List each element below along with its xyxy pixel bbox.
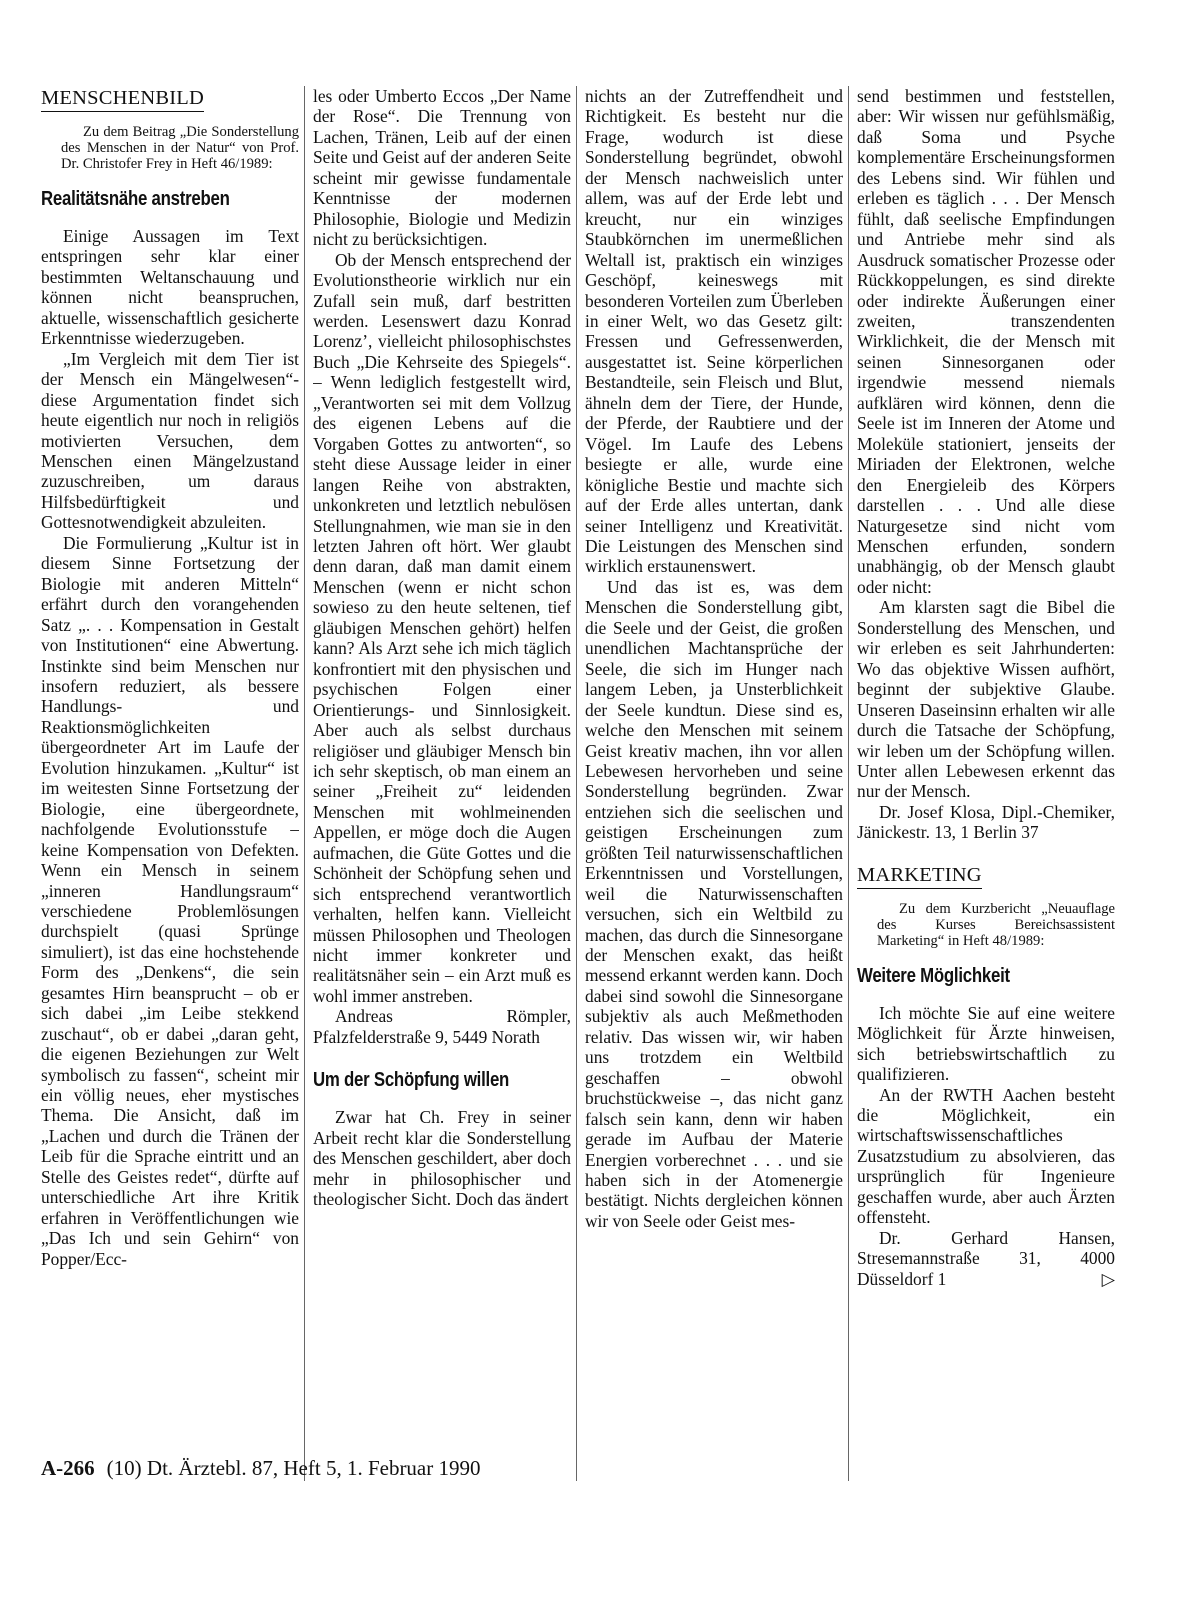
paragraph: Die Formulierung „Kultur ist in diesem Sinne Fortsetzung der Biologie mit anderen Mitteln“ erfährt durch den vorangehenden Satz „. . . Kompensation in Gestalt von Institutionen“ eine Abwertung. Instinkte sind beim Menschen nur insofern reduziert, als bessere Handlungs- und Reaktionsmöglichkeiten übergeordneter Art im Laufe der Evolution hinzukamen. „Kultur“ ist im weitesten Sinne Fortsetzung der Biologie, eine übergeordnete, nachfolgende Evolutionsstufe – keine Kompensation von Defekten. Wenn ein Mensch in seinem „inneren Handlungsraum“ verschiedene Problemlösungen durchspielt (quasi Sprünge simuliert), ist das eine hochstehende Form des „Denkens“, die sein gesamtes Hirn beansprucht – ob er sich dabei „im Leibe stekkend zuschaut“, ob er dabei „daran geht, die eigenen Beziehungen zur Welt symbolisch zu fassen“, scheint mir ein völlig neues, eher mystisches Thema. Die Ansicht, daß im „Lachen und durch die Tränen der Leib für die Sprache eintritt und an Stelle des Geistes redet“, dürfte auf unterschiedliche Art ihre Kritik erfahren in Veröffentlichungen wie „Das Ich und sein Gehirn“ von Popper/Ecc- bbox=[41, 532, 299, 1269]
paragraph: send bestimmen und feststellen, aber: Wir wissen nur gefühlsmäßig, daß Soma und Psyche komplementäre Erscheinungsformen des Lebens sind. Wir fühlen und erleben es täglich . . . Der Mensch fühlt, daß seelische Empfindungen und Antriebe mehr sind als Ausdruck somatischer Prozesse oder Rückkoppelungen, es sind direkte oder indirekte Äußerungen einer zweiten, transzendenten Wirklichkeit, die der Mensch mit seinen Sinnesorganen oder irgendwie messend niemals aufklären wird können, denn die Seele ist im Inneren der Atome und Moleküle stationiert, jenseits der Miriaden der Elektronen, welche den Energieleib des Körpers darstellen . . . Und alle diese Naturgesetze sind nicht vom Menschen erfunden, sondern unabhängig, ob der Mensch glaubt oder nicht: bbox=[857, 86, 1115, 597]
paragraph: An der RWTH Aachen besteht die Möglichkeit, ein wirtschaftswissenschaftliches Zusatzstudium zu absolvieren, das ursprünglich für Ingenieure geschaffen wurde, aber auch Ärzten offensteht. bbox=[857, 1084, 1115, 1228]
paragraph: Zwar hat Ch. Frey in seiner Arbeit recht klar die Sonderstellung des Menschen geschildert, aber doch mehr in philosophischer und theologischer Sicht. Doch das ändert bbox=[313, 1107, 571, 1210]
signature-text: Dr. Gerhard Hansen, Stresemannstraße 31, 4000 Düsseldorf 1 bbox=[857, 1227, 1115, 1289]
section-heading: MARKETING bbox=[857, 863, 982, 889]
author-signature: Dr. Josef Klosa, Dipl.-Chemiker, Jänickestr. 13, 1 Berlin 37 bbox=[857, 801, 1115, 843]
journal-citation: (10) Dt. Ärztebl. 87, Heft 5, 1. Februar 1990 bbox=[106, 1456, 481, 1480]
section-heading: MENSCHENBILD bbox=[41, 86, 204, 112]
paragraph: nichts an der Zutreffendheit und Richtigkeit. Es besteht nur die Frage, wodurch ist diese Sonderstellung begründet, obwohl der Mensch nachweislich unter allem, was auf der Erde lebt und kreucht, nur ein winziges Staubkörnchen im unermeßlichen Weltall ist, praktisch ein winziges Geschöpf, keineswegs mit besonderen Vorteilen zum Überleben in einer Welt, wo das Gesetz gilt: Fressen und Gefressenwerden, ausgestattet ist. Seine körperlichen Bestandteile, sein Fleisch und Blut, ähneln dem der Tiere, der Hunde, der Pferde, der Raubtiere und der Vögel. Im Laufe des Lebens besiegte er alle, wurde eine königliche Bestie und machte sich auf der Erde alles untertan, dank seiner Intelligenz und Kreativität. Die Leistungen des Menschen sind wirklich erstaunenswert. bbox=[585, 86, 843, 577]
column-1 bbox=[41, 86, 299, 1481]
reference-note: Zu dem Kurzbericht „Neuauflage des Kurses Bereichsassistent Marketing“ in Heft 48/1989: bbox=[877, 900, 1115, 949]
page-footer bbox=[41, 1456, 481, 1480]
column-rule bbox=[848, 86, 849, 1481]
letter-headline: Realitätsnähe anstreben bbox=[41, 187, 230, 210]
paragraph: Und das ist es, was dem Menschen die Sonderstellung gibt, die Seele und der Geist, die großen unendlichen Machtansprüche der Seele, die sich im Hunger nach langem Leben, ja Unsterblichkeit der Seele kundtun. Diese sind es, welche den Menschen mit seinem Geist kreativ machen, ihn vor allen Lebewesen hervorheben und seine Sonderstellung begründen. Zwar entziehen sich die seelischen und geistigen Erscheinungen zum größten Teil naturwissenschaftlichen Erkenntnissen und Vorstellungen, weil die Naturwissenschaften versuchen, sich ein Weltbild zu machen, das durch die Sinnesorgane der Menschen exakt, das heißt messend erkannt werden kann. Doch dabei sind sowohl die Sinnesorgane subjektiv als auch Meßmethoden relativ. Das wissen wir, wir haben uns trotzdem ein Weltbild geschaffen – obwohl bruchstückweise –, das nicht ganz falsch sein kann, denn wir haben gerade im Aufbau der Materie Energien vorberechnet . . . und sie haben sich in der Atomenergie bestätigt. Nichts dergleichen können wir von Seele oder Geist mes- bbox=[585, 576, 843, 1231]
paragraph: „Im Vergleich mit dem Tier ist der Mensch ein Mängelwesen“- diese Argumentation findet sich heute eigentlich nur noch in religiös motivierten Versuchen, dem Menschen einen Mängelzustand zuzuschreiben, um daraus Hilfsbedürftigkeit und Gottesnotwendigkeit abzuleiten. bbox=[41, 348, 299, 533]
continue-arrow-icon: ▷ bbox=[1101, 1268, 1115, 1289]
column-3 bbox=[585, 86, 843, 1481]
reference-note: Zu dem Beitrag „Die Sonderstellung des Menschen in der Natur“ von Prof. Dr. Christofer Frey in Heft 46/1989: bbox=[61, 124, 299, 172]
paragraph: les oder Umberto Eccos „Der Name der Rose“. Die Trennung von Lachen, Tränen, Leib auf der einen Seite und Geist auf der anderen Seite scheint mir gewisse fundamentale Kenntnisse der modernen Philosophie, Biologie und Medizin nicht zu berücksichtigen. bbox=[313, 86, 571, 250]
letter-headline: Um der Schöpfung willen bbox=[313, 1068, 510, 1092]
column-4 bbox=[857, 86, 1115, 1481]
author-signature: Andreas Römpler, Pfalzfelderstraße 9, 5449 Norath bbox=[313, 1006, 571, 1047]
column-2 bbox=[313, 86, 571, 1481]
paragraph: Am klarsten sagt die Bibel die Sonderstellung des Menschen, und wir erleben es seit Jahrhunderten: Wo das objektive Wissen aufhört, beginnt der subjektive Glaube. Unseren Daseinsinn erhalten wir alle durch die Tatsache der Schöpfung, wir leben um der Schöpfung willen. Unter allen Lebewesen erkennt das nur der Mensch. bbox=[857, 597, 1115, 802]
page-number: A-266 bbox=[41, 1456, 95, 1480]
letter-headline: Weitere Möglichkeit bbox=[857, 963, 1010, 987]
paragraph: Einige Aussagen im Text entspringen sehr klar einer bestimmten Weltanschauung und können nicht beanspruchen, aktuelle, wissenschaftlich gesicherte Erkenntnisse wiederzugeben. bbox=[41, 226, 299, 349]
paragraph: Ob der Mensch entsprechend der Evolutionstheorie wirklich nur ein Zufall sein muß, darf bestritten werden. Lesenswert dazu Konrad Lorenz’, vielleicht philosophischstes Buch „Die Kehrseite des Spiegels“. – Wenn lediglich festgestellt wird, „Verantworten sei mit dem Vollzug des eigenen Lebens auf die Vorgaben Gottes zu antworten“, so steht diese Aussage leider in einer langen Reihe von abstrakten, unkonkreten und letztlich nebulösen Stellungnahmen, wie man sie in den letzten Jahren oft hört. Wer glaubt denn daran, daß man damit einem Menschen (wenn er nicht schon sowieso zu den heute seltenen, tief gläubigen Menschen gehört) helfen kann? Als Arzt sehe ich mich täglich konfrontiert mit den physischen und psychischen Folgen einer Orientierungs- und Sinnlosigkeit. Aber auch als selbst durchaus religiöser und gläubiger Mensch bin ich sehr skeptisch, ob man einem an seiner „Freiheit zu“ leidenden Menschen mit wohlmeinenden Appellen, er möge doch die Augen aufmachen, die Güte Gottes und die Schönheit der Schöpfung sehen und sich entsprechend verantwortlich verhalten, helfen kann. Vielleicht müssen Philosophen und Theologen nicht immer konkreter und realitätsnäher sein – ein Arzt muß es wohl immer anstreben. bbox=[313, 249, 571, 1006]
column-rule bbox=[576, 86, 577, 1481]
column-rule bbox=[304, 86, 305, 1481]
author-signature bbox=[857, 1228, 1115, 1289]
paragraph: Ich möchte Sie auf eine weitere Möglichkeit für Ärzte hinweisen, sich betriebswirtschaftlich zu qualifizieren. bbox=[857, 1002, 1115, 1085]
